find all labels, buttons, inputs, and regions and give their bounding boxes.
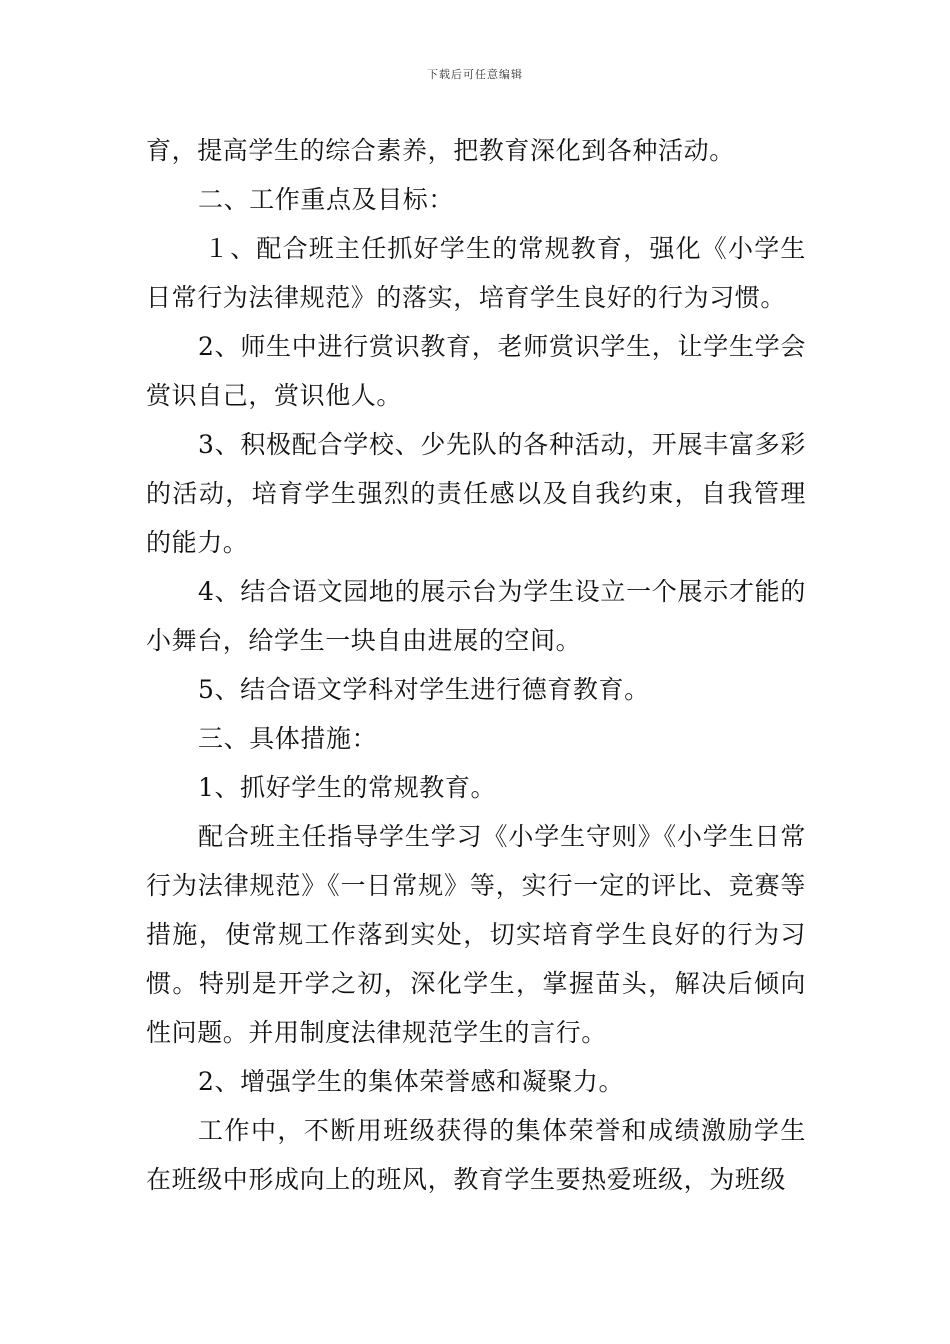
goal-item-4: 4、结合语文园地的展示台为学生设立一个展示才能的小舞台，给学生一块自由进展的空间。: [146, 577, 806, 655]
document-body: [146, 126, 806, 1204]
goal-item-5: 5、结合语文学科对学生进行德育教育。: [198, 675, 650, 704]
measure-item-1-title: 1、抓好学生的常规教育。: [198, 773, 497, 802]
section-heading-measures: 三、具体措施：: [198, 724, 378, 753]
section-heading-goals: 二、工作重点及目标：: [198, 185, 455, 214]
measure-item-2-title: 2、增强学生的集体荣誉感和凝聚力。: [198, 1067, 625, 1096]
measure-item-1-body: 配合班主任指导学生学习《小学生守则》《小学生日常行为法律规范》《一日常规》等，实行一定的评比、竞赛等措施，使常规工作落到实处，切实培育学生良好的行为习惯。特别是开学之初，深化学生，掌握苗头，解决后倾向性问题。并用制度法律规范学生的言行。: [146, 822, 806, 1047]
paragraph-intro-continuation: 育，提高学生的综合素养，把教育深化到各种活动。: [146, 136, 735, 165]
goal-item-1: １、配合班主任抓好学生的常规教育，强化《小学生日常行为法律规范》的落实，培育学生良好的行为习惯。: [146, 234, 806, 312]
page-header-note: 下载后可任意编辑: [427, 68, 523, 81]
goal-item-2: 2、师生中进行赏识教育，老师赏识学生，让学生学会赏识自己，赏识他人。: [146, 332, 806, 410]
measure-item-2-body: 工作中，不断用班级获得的集体荣誉和成绩激励学生在班级中形成向上的班风，教育学生要热爱班级，为班级: [146, 1116, 806, 1194]
goal-item-3: 3、积极配合学校、少先队的各种活动，开展丰富多彩的活动，培育学生强烈的责任感以及自我约束，自我管理的能力。: [146, 430, 806, 557]
